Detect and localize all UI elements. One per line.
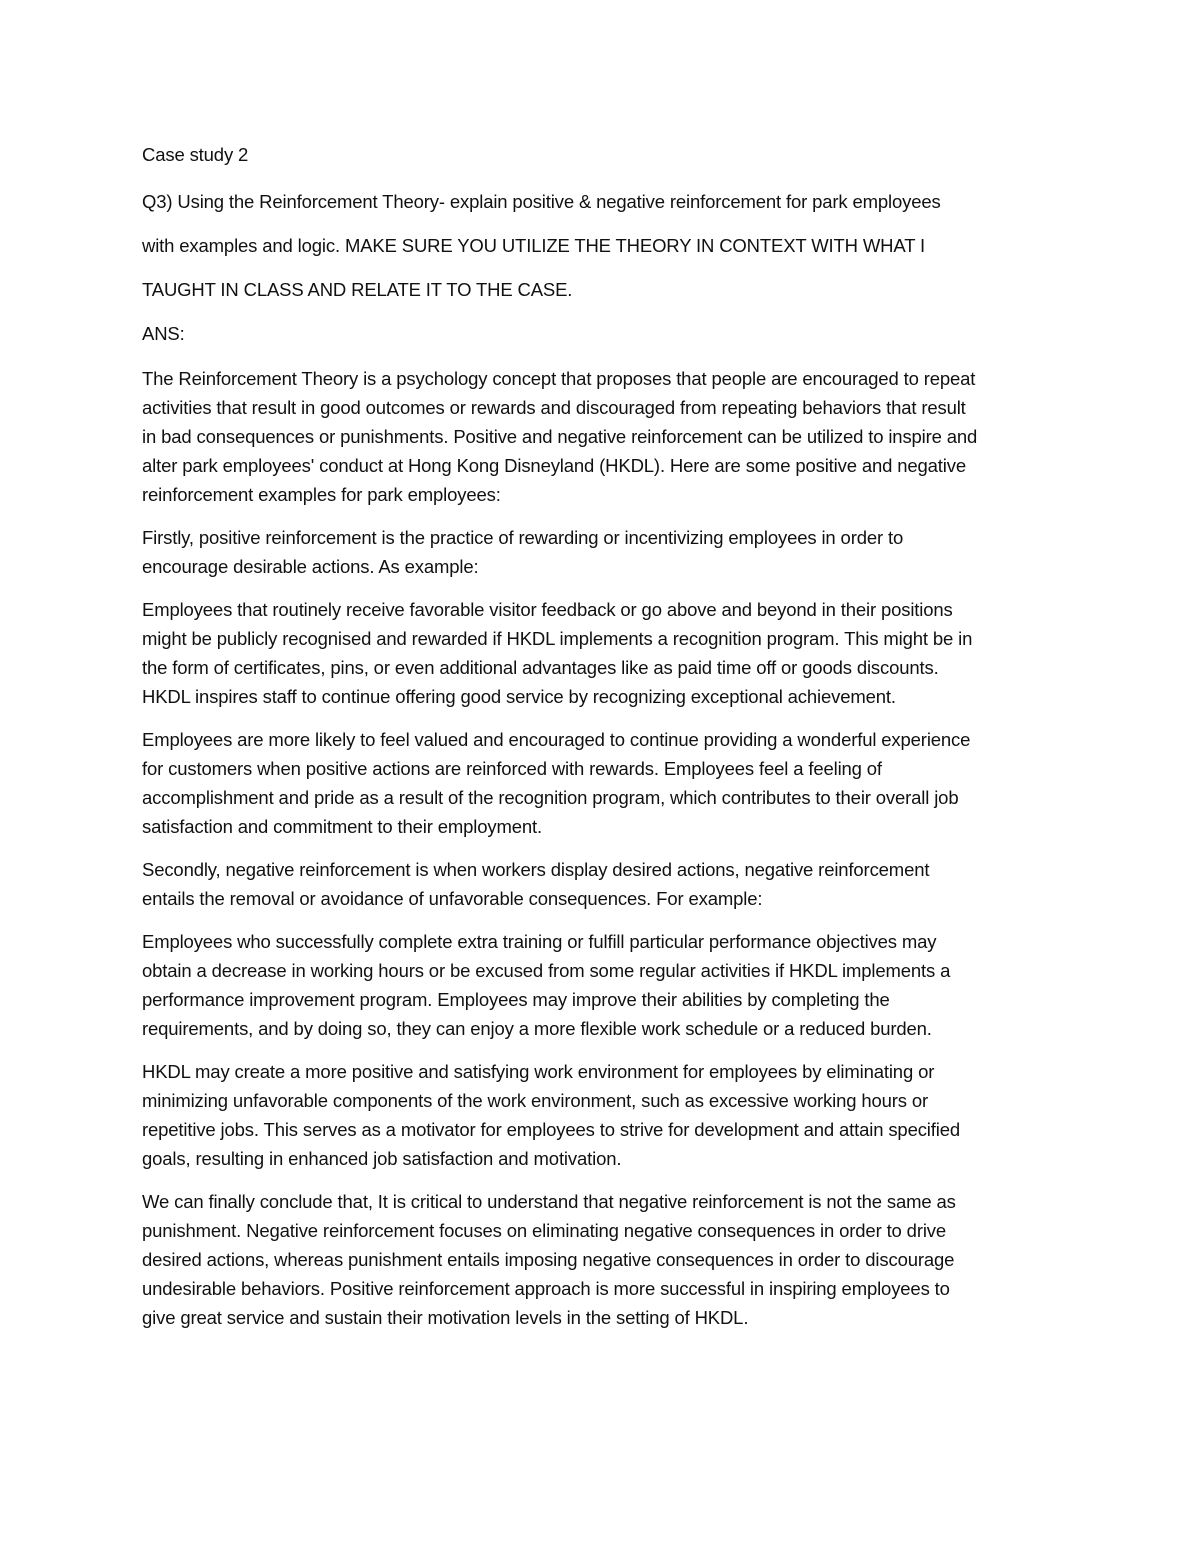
case-title: Case study 2 bbox=[142, 144, 249, 165]
paragraph-line: requirements, and by doing so, they can enjoy a more flexible work schedule or a reduced burden. bbox=[142, 1018, 932, 1039]
paragraph-negative-example bbox=[142, 927, 1062, 1043]
paragraph-line: minimizing unfavorable components of the work environment, such as excessive working hours or bbox=[142, 1090, 929, 1111]
paragraph-line: accomplishment and pride as a result of the recognition program, which contributes to their overall job bbox=[142, 787, 959, 808]
paragraph-line: for customers when positive actions are reinforced with rewards. Employees feel a feeling of bbox=[142, 758, 882, 779]
paragraph-line: The Reinforcement Theory is a psychology concept that proposes that people are encouraged to repeat bbox=[142, 368, 976, 389]
paragraph-negative-definition bbox=[142, 855, 1062, 913]
paragraph-line: alter park employees' conduct at Hong Kong Disneyland (HKDL). Here are some positive and negative bbox=[142, 455, 966, 476]
paragraph-line: undesirable behaviors. Positive reinforcement approach is more successful in inspiring employees to bbox=[142, 1278, 950, 1299]
paragraph-line: entails the removal or avoidance of unfavorable consequences. For example: bbox=[142, 888, 763, 909]
paragraph-line: might be publicly recognised and rewarded if HKDL implements a recognition program. This might be in bbox=[142, 628, 973, 649]
paragraph-line: HKDL may create a more positive and satisfying work environment for employees by eliminating or bbox=[142, 1061, 935, 1082]
document-body bbox=[142, 140, 1062, 1332]
paragraph-line: We can finally conclude that, It is critical to understand that negative reinforcement is not the same as bbox=[142, 1191, 956, 1212]
paragraph-line: HKDL inspires staff to continue offering good service by recognizing exceptional achievement. bbox=[142, 686, 896, 707]
paragraph-line: punishment. Negative reinforcement focuses on eliminating negative consequences in order to drive bbox=[142, 1220, 947, 1241]
paragraph-positive-definition bbox=[142, 523, 1062, 581]
paragraph-line: reinforcement examples for park employees: bbox=[142, 484, 501, 505]
paragraph-positive-example bbox=[142, 595, 1062, 711]
paragraph-line: Secondly, negative reinforcement is when workers display desired actions, negative reinforcement bbox=[142, 859, 930, 880]
question-line-3: TAUGHT IN CLASS AND RELATE IT TO THE CASE. bbox=[142, 279, 573, 300]
paragraph-line: obtain a decrease in working hours or be excused from some regular activities if HKDL implements a bbox=[142, 960, 951, 981]
paragraph-line: Employees are more likely to feel valued and encouraged to continue providing a wonderful experience bbox=[142, 729, 971, 750]
paragraph-positive-effect bbox=[142, 725, 1062, 841]
paragraph-line: Employees who successfully complete extra training or fulfill particular performance objectives may bbox=[142, 931, 937, 952]
paragraph-line: performance improvement program. Employees may improve their abilities by completing the bbox=[142, 989, 890, 1010]
question-line-1: Q3) Using the Reinforcement Theory- explain positive & negative reinforcement for park employees bbox=[142, 191, 941, 212]
paragraph-line: encourage desirable actions. As example: bbox=[142, 556, 479, 577]
paragraph-conclusion bbox=[142, 1187, 1062, 1332]
paragraph-line: repetitive jobs. This serves as a motivator for employees to strive for development and attain specified bbox=[142, 1119, 960, 1140]
paragraph-line: Employees that routinely receive favorable visitor feedback or go above and beyond in their positions bbox=[142, 599, 953, 620]
paragraph-line: in bad consequences or punishments. Positive and negative reinforcement can be utilized to inspire and bbox=[142, 426, 978, 447]
paragraph-line: the form of certificates, pins, or even additional advantages like as paid time off or goods discounts. bbox=[142, 657, 939, 678]
paragraph-line: goals, resulting in enhanced job satisfaction and motivation. bbox=[142, 1148, 622, 1169]
paragraph-line: satisfaction and commitment to their employment. bbox=[142, 816, 542, 837]
question-line-2: with examples and logic. MAKE SURE YOU UTILIZE THE THEORY IN CONTEXT WITH WHAT I bbox=[142, 235, 926, 256]
paragraph-line: activities that result in good outcomes or rewards and discouraged from repeating behaviors that result bbox=[142, 397, 966, 418]
paragraph-intro bbox=[142, 364, 1062, 509]
paragraph-negative-effect bbox=[142, 1057, 1062, 1173]
paragraph-line: Firstly, positive reinforcement is the practice of rewarding or incentivizing employees in order to bbox=[142, 527, 904, 548]
paragraph-line: desired actions, whereas punishment entails imposing negative consequences in order to discourage bbox=[142, 1249, 955, 1270]
paragraph-line: give great service and sustain their motivation levels in the setting of HKDL. bbox=[142, 1307, 749, 1328]
answer-label: ANS: bbox=[142, 323, 185, 344]
